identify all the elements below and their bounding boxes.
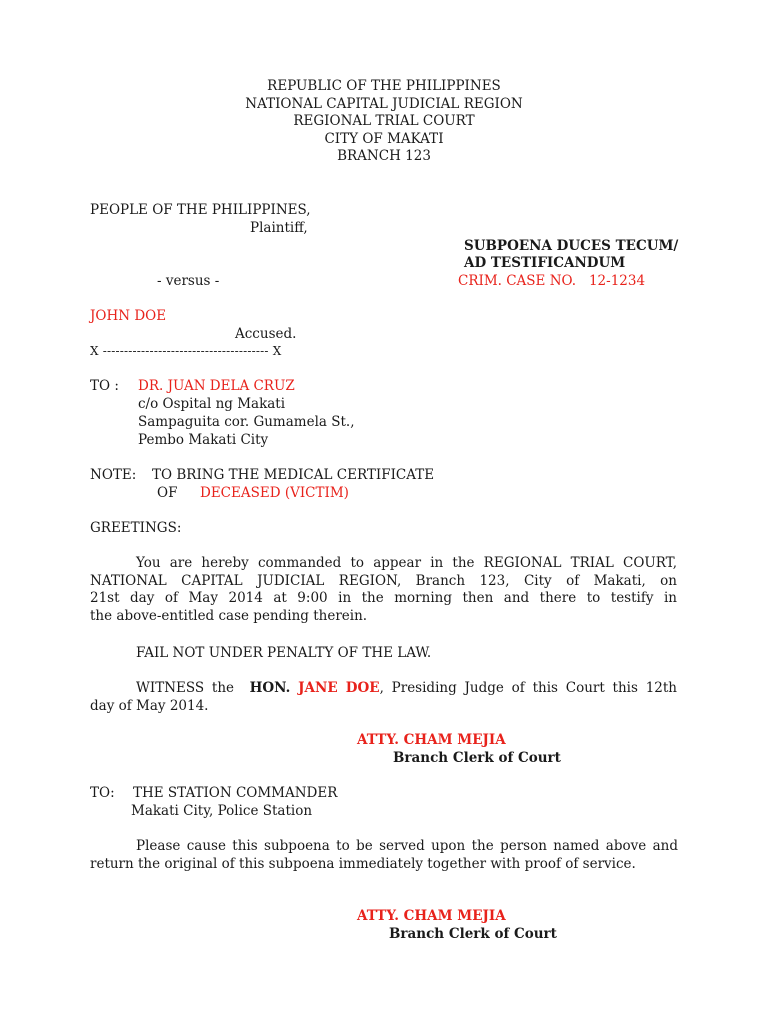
note-text-line1: TO BRING THE MEDICAL CERTIFICATE: [152, 467, 435, 483]
clerk-name: ATTY. CHAM MEJIA: [357, 732, 506, 748]
greetings: GREETINGS:: [90, 520, 182, 536]
plaintiff-label: Plaintiff,: [250, 220, 308, 236]
command-paragraph: [90, 555, 677, 625]
addressee-to-label: TO :: [90, 378, 119, 394]
clerk-title: Branch Clerk of Court: [393, 750, 561, 766]
presiding-judge-name: JANE DOE: [298, 680, 380, 696]
witness-line2: day of May 2014.: [90, 697, 209, 714]
case-number-label: CRIM. CASE NO.: [458, 273, 577, 289]
court-header-republic: REPUBLIC OF THE PHILIPPINES: [267, 78, 501, 94]
fail-not-warning: FAIL NOT UNDER PENALTY OF THE LAW.: [136, 645, 432, 661]
caption-separator: X --------------------------------------- X: [90, 344, 282, 358]
witness-paragraph: [90, 680, 677, 715]
addressee-address-line1: c/o Ospital ng Makati: [138, 396, 286, 412]
station-to-label: TO:: [90, 785, 115, 801]
case-number: [458, 273, 645, 291]
versus-text: - versus -: [157, 273, 220, 289]
command-line4: the above-entitled case pending therein.: [90, 607, 368, 624]
station-commander: THE STATION COMMANDER: [133, 785, 338, 801]
station-location: Makati City, Police Station: [131, 803, 313, 819]
service-line2: return the original of this subpoena immediately together with proof of service.: [90, 855, 636, 872]
court-header-court: REGIONAL TRIAL COURT: [293, 113, 475, 129]
note-of: OF: [157, 485, 178, 501]
accused-label: Accused.: [235, 326, 297, 342]
service-paragraph: [90, 838, 678, 873]
accused-name: JOHN DOE: [90, 308, 167, 324]
court-header-city: CITY OF MAKATI: [324, 131, 444, 147]
court-header-branch: BRANCH 123: [337, 148, 431, 164]
witness-line1: [90, 680, 677, 698]
service-line1: Please cause this subpoena to be served upon the person named above and: [136, 838, 678, 854]
command-line2: NATIONAL CAPITAL JUDICIAL REGION, Branch 123, City of Makati, on: [90, 572, 677, 589]
document-title-line1: SUBPOENA DUCES TECUM/: [464, 238, 679, 254]
note-text-line2: DECEASED (VICTIM): [200, 485, 349, 501]
command-line1: You are hereby commanded to appear in the REGIONAL TRIAL COURT,: [136, 555, 677, 571]
clerk-title-2: Branch Clerk of Court: [389, 926, 557, 942]
witness-pre: WITNESS the: [136, 680, 235, 696]
court-header-region: NATIONAL CAPITAL JUDICIAL REGION: [245, 96, 523, 112]
addressee-name: DR. JUAN DELA CRUZ: [138, 378, 295, 394]
witness-post: , Presiding Judge of this Court this 12th: [379, 680, 678, 696]
note-label: NOTE:: [90, 467, 137, 483]
case-number-value: 12-1234: [588, 273, 646, 289]
addressee-address-line3: Pembo Makati City: [138, 432, 269, 448]
clerk-name-2: ATTY. CHAM MEJIA: [357, 908, 506, 924]
command-line3: 21st day of May 2014 at 9:00 in the morning then and there to testify in: [90, 590, 677, 606]
document-title-line2: AD TESTIFICANDUM: [464, 255, 626, 271]
addressee-address-line2: Sampaguita cor. Gumamela St.,: [138, 414, 355, 430]
witness-hon: HON.: [249, 680, 291, 696]
plaintiff-name: PEOPLE OF THE PHILIPPINES,: [90, 202, 311, 218]
